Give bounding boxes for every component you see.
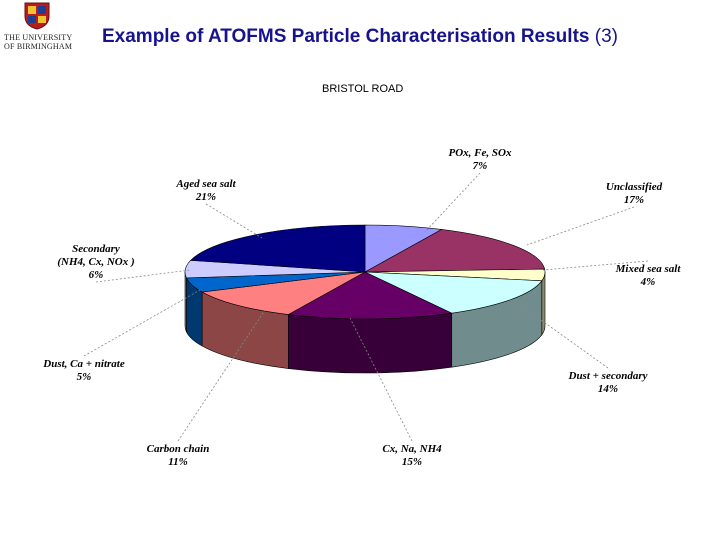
pie-top	[185, 225, 545, 319]
slice-label-name-7: Secondary	[72, 243, 120, 255]
slice-label-name-6: Dust, Ca + nitrate	[43, 358, 125, 370]
slice-label-name-3: Dust + secondary	[568, 370, 648, 382]
slice-label-value-8: 21%	[195, 191, 217, 203]
slice-label-name-4: Cx, Na, NH4	[382, 443, 442, 455]
page-title-suffix: (3)	[594, 26, 618, 47]
logo-line-2: OF BIRMINGHAM	[4, 42, 73, 51]
slice-label-value-1: 17%	[623, 194, 645, 206]
slice-label-value-2: 4%	[640, 276, 656, 288]
pie-side-2	[542, 272, 545, 335]
leader-line-0	[425, 173, 480, 232]
slice-label-name-1: Unclassified	[605, 181, 663, 193]
chart-title: BRISTOL ROAD	[322, 83, 404, 95]
leader-line-6	[84, 290, 200, 356]
leader-line-8	[206, 204, 262, 238]
slice-label-value-7: 6%	[88, 269, 104, 281]
slice-label-name-5: Carbon chain	[146, 443, 210, 455]
page-title-text: Example of ATOFMS Particle Characterisation Results	[102, 26, 590, 47]
slice-label-name-0: POx, Fe, SOx	[448, 147, 512, 159]
logo-line-1: THE UNIVERSITY	[4, 33, 73, 42]
slice-label-value-4: 15%	[401, 456, 423, 468]
slice-label-value-3: 14%	[597, 383, 619, 395]
slice-label-value-0: 7%	[472, 160, 488, 172]
slice-label-name-8: Aged sea salt	[176, 178, 236, 190]
slice-label-value-5: 11%	[168, 456, 188, 468]
slice-label-name-7: (NH4, Cx, NOx )	[57, 256, 135, 268]
leader-line-7	[96, 270, 190, 282]
slice-label-name-2: Mixed sea salt	[615, 263, 681, 275]
pie-side-4	[288, 313, 451, 373]
slice-label-value-6: 5%	[76, 371, 92, 383]
pie-side-7	[185, 272, 186, 332]
leader-line-1	[527, 207, 634, 245]
